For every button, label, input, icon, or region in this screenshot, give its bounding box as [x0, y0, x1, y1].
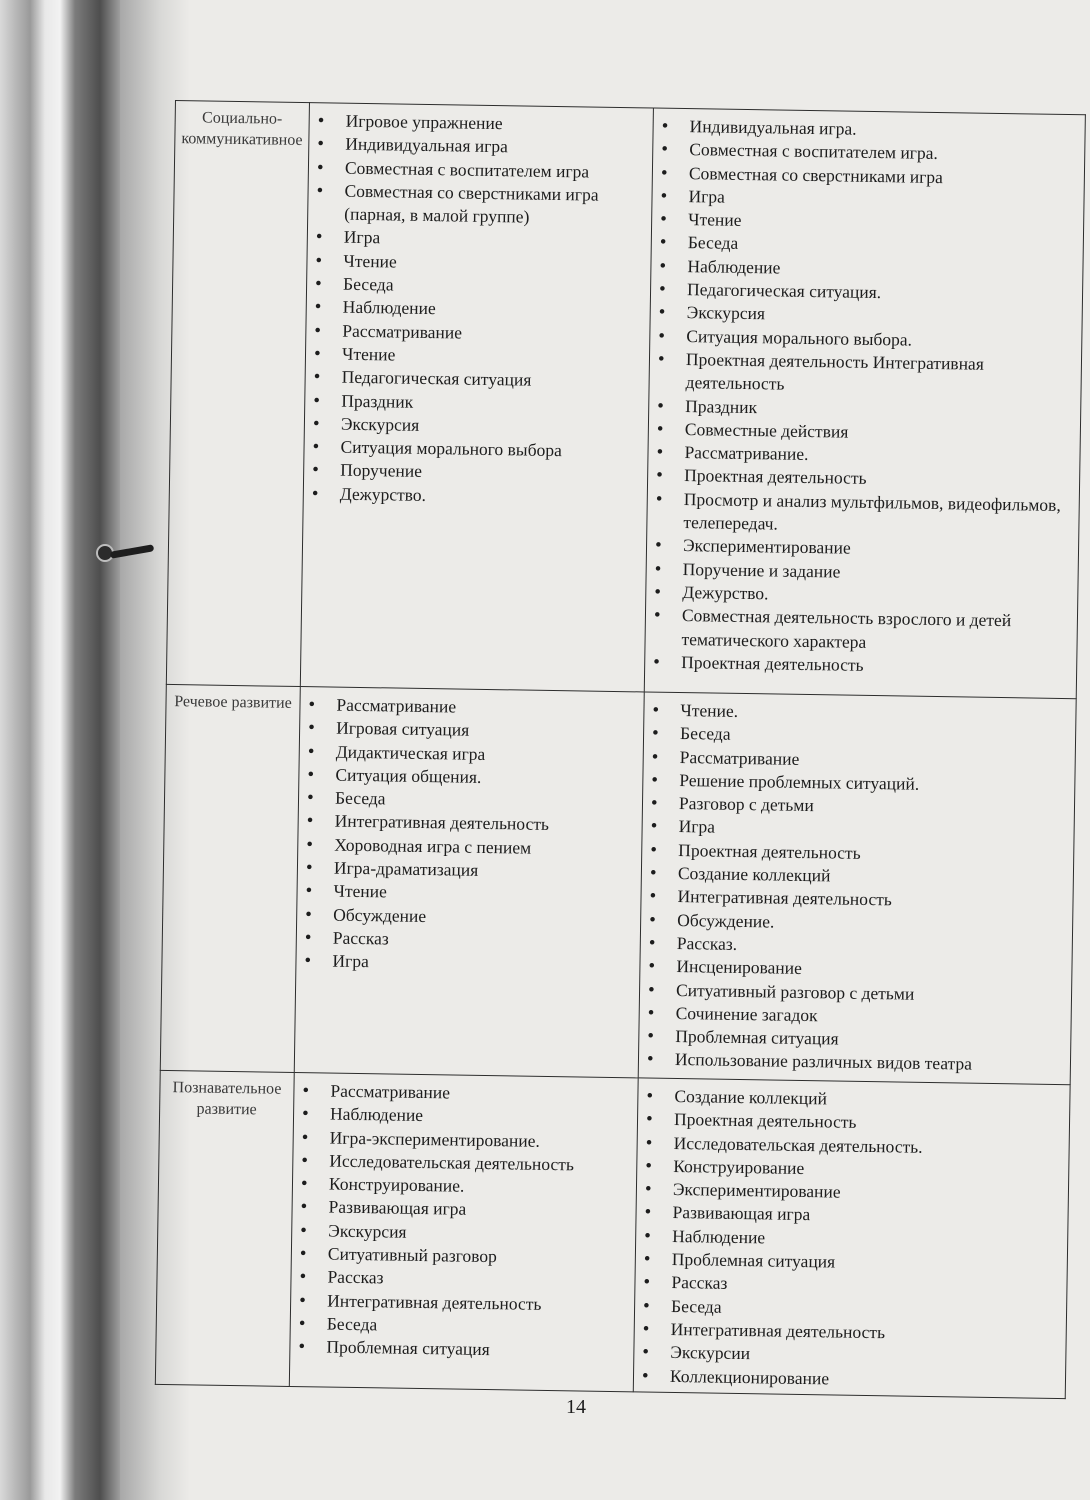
- individual-activities-cell: [638, 692, 1076, 1085]
- list-item: • Ситуация общения.: [335, 763, 636, 791]
- individual-activities-cell: [644, 108, 1085, 699]
- list-item: • Инсценирование: [676, 955, 1065, 984]
- page-number: 14: [566, 1396, 586, 1418]
- list-item: • Ситуация морального выбора.: [686, 325, 1075, 354]
- list-item: • Беседа: [335, 787, 636, 815]
- list-item: • Интегративная деятельность: [677, 885, 1066, 914]
- list-item: • Проблемная ситуация: [675, 1025, 1064, 1054]
- list-item: • Создание коллекций: [674, 1085, 1063, 1114]
- list-item: • Дежурство.: [340, 482, 641, 510]
- list-item: • Ситуация морального выбора: [340, 436, 641, 464]
- list-item: • Экскурсия: [341, 413, 642, 441]
- list-item: • Рассказ: [671, 1271, 1060, 1300]
- area-cell: Социально-коммуникативное: [166, 101, 309, 687]
- group-activities-cell: [300, 103, 653, 692]
- list-item: • Индивидуальная игра.: [689, 115, 1078, 144]
- list-item: • Экспериментирование: [673, 1178, 1062, 1207]
- list-item: • Проблемная ситуация: [326, 1336, 627, 1364]
- list-item: • Чтение: [343, 249, 644, 277]
- table-row: [155, 1070, 1070, 1398]
- list-item: • Проектная деятельность: [681, 651, 1070, 680]
- list-item: • Игра: [332, 950, 633, 978]
- list-item: • Поручение и задание: [683, 558, 1072, 587]
- list-item: • Праздник: [685, 395, 1074, 424]
- individual-activities-cell: [633, 1078, 1070, 1399]
- list-item: • Рассказ: [327, 1266, 628, 1294]
- list-item: • Конструирование: [673, 1155, 1062, 1184]
- list-item: • Чтение: [333, 880, 634, 908]
- list-item: • Конструирование.: [329, 1173, 630, 1201]
- list-item: • Рассматривание.: [684, 441, 1073, 470]
- list-item: • Совместная со сверстниками игра: [689, 162, 1078, 191]
- list-item: • Обсуждение.: [677, 909, 1066, 938]
- list-item: • Интегративная деятельность: [671, 1318, 1060, 1347]
- list-item: • Хороводная игра с пением: [334, 833, 635, 861]
- area-cell: Познавательное развитие: [155, 1070, 294, 1386]
- list-item: • Беседа: [343, 273, 644, 301]
- list-item: • Игровая ситуация: [336, 717, 637, 745]
- list-item: • Рассказ.: [677, 932, 1066, 961]
- list-item: • Праздник: [341, 389, 642, 417]
- list-item: • Развивающая игра: [328, 1196, 629, 1224]
- list-item: • Беседа: [327, 1313, 628, 1341]
- list-item: • Совместная со сверстниками игра (парная, в малой группе): [344, 180, 646, 231]
- list-item: • Исследовательская деятельность.: [673, 1132, 1062, 1161]
- list-item: • Совместная деятельность взрослого и детей тематического характера: [681, 604, 1071, 657]
- list-item: • Чтение.: [680, 699, 1069, 728]
- list-item: • Интегративная деятельность: [335, 810, 636, 838]
- list-item: • Интегративная деятельность: [327, 1289, 628, 1317]
- table-row: [160, 684, 1076, 1084]
- list-item: • Рассматривание: [336, 694, 637, 722]
- list-item: • Экскурсия: [687, 301, 1076, 330]
- group-activities-cell: [294, 687, 644, 1078]
- list-item: • Рассматривание: [680, 746, 1069, 775]
- list-item: • Обсуждение: [333, 903, 634, 931]
- list-item: • Проблемная ситуация: [672, 1248, 1061, 1277]
- list-item: • Экспериментирование: [683, 534, 1072, 563]
- list-item: • Проектная деятельность: [674, 1108, 1063, 1137]
- list-item: • Исследовательская деятельность: [329, 1149, 630, 1177]
- list-item: • Ситуативный разговор с детьми: [676, 979, 1065, 1008]
- list-item: • Коллекционирование: [670, 1364, 1059, 1393]
- list-item: • Рассматривание: [330, 1080, 631, 1108]
- list-item: • Беседа: [671, 1295, 1060, 1324]
- list-item: • Дежурство.: [682, 581, 1071, 610]
- list-item: • Развивающая игра: [672, 1201, 1061, 1230]
- list-item: • Дидактическая игра: [336, 740, 637, 768]
- list-item: • Индивидуальная игра: [345, 133, 646, 161]
- list-item: • Экскурсия: [328, 1219, 629, 1247]
- list-item: • Создание коллекций: [678, 862, 1067, 891]
- list-item: • Игра-драматизация: [334, 857, 635, 885]
- list-item: • Игра: [678, 815, 1067, 844]
- list-item: • Педагогическая ситуация.: [687, 278, 1076, 307]
- list-item: • Проектная деятельность: [684, 464, 1073, 493]
- list-item: • Использование различных видов театра: [675, 1048, 1064, 1077]
- group-activities-cell: [289, 1072, 638, 1391]
- list-item: • Совместная с воспитателем игра: [345, 156, 646, 184]
- list-item: • Игра: [688, 185, 1077, 214]
- list-item: • Наблюдение: [687, 255, 1076, 284]
- list-item: • Проектная деятельность: [678, 839, 1067, 868]
- list-item: • Рассказ: [333, 927, 634, 955]
- binder-ring: [96, 540, 154, 562]
- list-item: • Экскурсии: [670, 1341, 1059, 1370]
- list-item: • Беседа: [688, 232, 1077, 261]
- list-item: • Ситуативный разговор: [328, 1243, 629, 1271]
- list-item: • Игра-экспериментирование.: [330, 1126, 631, 1154]
- list-item: • Совместная с воспитателем игра.: [689, 138, 1078, 167]
- list-item: • Проектная деятельность Интегративная деятельность: [685, 348, 1075, 401]
- list-item: • Наблюдение: [330, 1103, 631, 1131]
- list-item: • Сочинение загадок: [676, 1002, 1065, 1031]
- list-item: • Игра: [344, 226, 645, 254]
- list-item: • Просмотр и анализ мультфильмов, видеофильмов, телепередач.: [683, 488, 1073, 541]
- list-item: • Беседа: [680, 722, 1069, 751]
- list-item: • Поручение: [340, 459, 641, 487]
- activities-table: [155, 100, 1086, 1399]
- list-item: • Наблюдение: [672, 1225, 1061, 1254]
- list-item: • Чтение: [342, 343, 643, 371]
- list-item: • Совместные действия: [685, 418, 1074, 447]
- list-item: • Педагогическая ситуация: [341, 366, 642, 394]
- list-item: • Разговор с детьми: [679, 792, 1068, 821]
- page-edge-shadow: [0, 0, 120, 1500]
- table-row: [166, 101, 1085, 699]
- area-cell: Речевое развитие: [160, 684, 300, 1072]
- list-item: • Наблюдение: [343, 296, 644, 324]
- list-item: • Рассматривание: [342, 319, 643, 347]
- list-item: • Игровое упражнение: [346, 110, 647, 138]
- list-item: • Чтение: [688, 208, 1077, 237]
- list-item: • Решение проблемных ситуаций.: [679, 769, 1068, 798]
